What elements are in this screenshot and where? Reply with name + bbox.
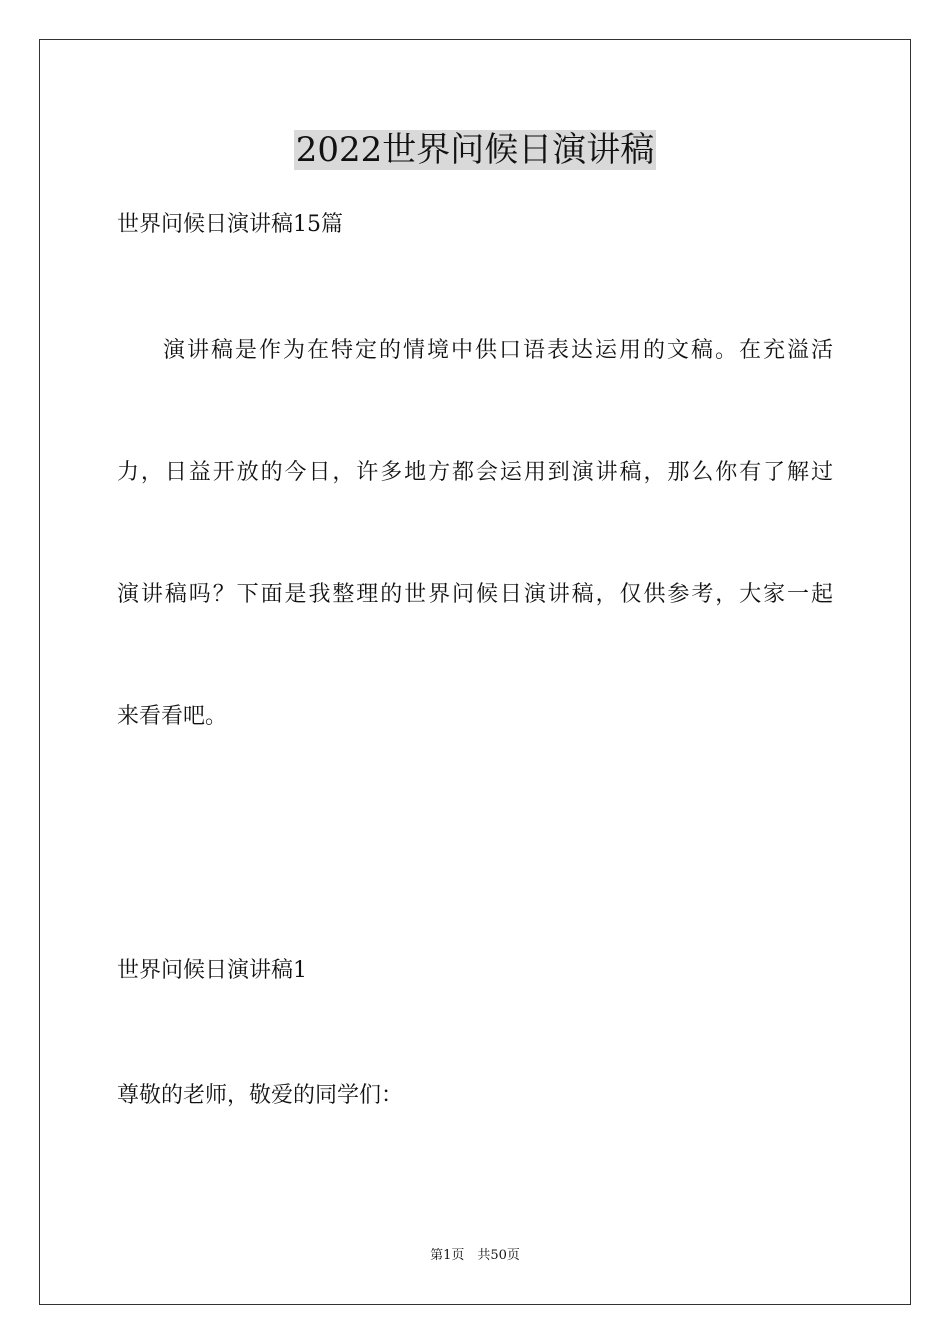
- document-title-text: 2022世界问候日演讲稿: [295, 130, 655, 170]
- intro-line-3: 演讲稿吗？下面是我整理的世界问候日演讲稿，仅供参考，大家一起: [117, 582, 833, 607]
- document-title: [0, 128, 950, 172]
- intro-line-1: 演讲稿是作为在特定的情境中供口语表达运用的文稿。在充溢活: [163, 338, 833, 363]
- page-footer: 第1页 共50页: [430, 1248, 520, 1263]
- intro-line-2: 力，日益开放的今日，许多地方都会运用到演讲稿，那么你有了解过: [117, 460, 833, 485]
- intro-line-4: 来看看吧。: [117, 704, 228, 729]
- section-heading: 世界问候日演讲稿1: [117, 958, 307, 983]
- salutation: 尊敬的老师，敬爱的同学们：: [117, 1083, 404, 1108]
- document-subtitle: 世界问候日演讲稿15篇: [117, 212, 343, 237]
- intro-paragraph: [117, 336, 833, 732]
